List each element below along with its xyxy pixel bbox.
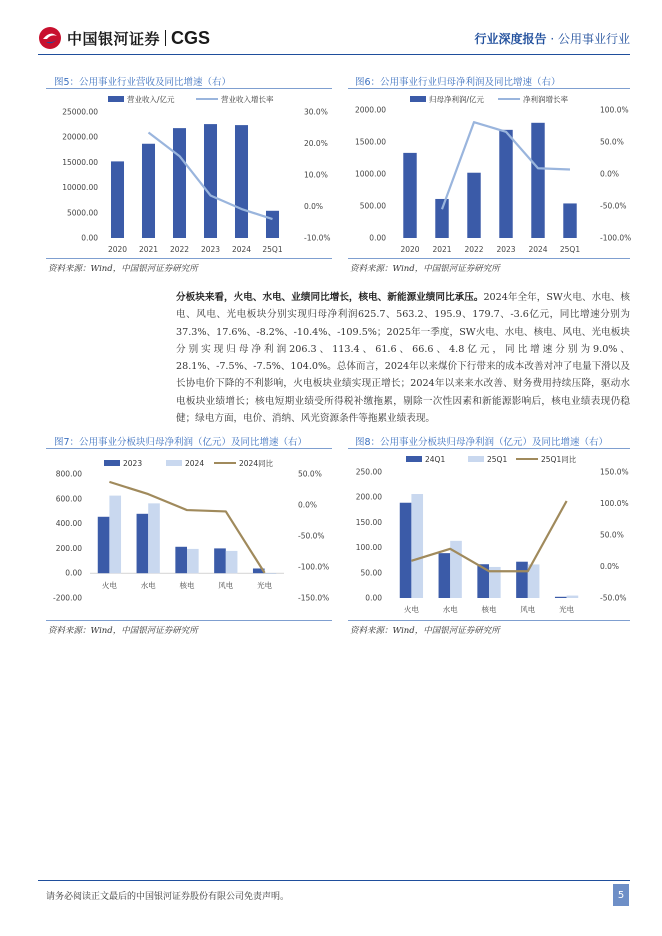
bar-2024: [148, 503, 160, 573]
y-left-tick-label: 100.00: [355, 543, 382, 553]
bar-2024: [187, 549, 199, 573]
x-category-label: 2021: [432, 245, 452, 254]
y-left-tick-label: 25000.00: [62, 107, 98, 117]
logo-divider: [165, 30, 166, 46]
header-divider: [38, 54, 630, 55]
bar-2023: [98, 517, 110, 573]
legend-label: 25Q1同比: [541, 455, 577, 464]
bar-营业收入/亿元: [173, 128, 186, 238]
bar-营业收入/亿元: [111, 161, 124, 238]
x-category-label: 风电: [520, 605, 536, 614]
y-right-tick-label: -150.0%: [298, 593, 330, 603]
x-category-label: 2020: [400, 245, 420, 254]
y-right-tick-label: 50.0%: [600, 137, 624, 147]
fig5-chart: [46, 92, 336, 257]
bar-归母净利润/亿元: [499, 130, 512, 238]
x-category-label: 2023: [200, 245, 221, 254]
brand-logo: [38, 26, 210, 50]
y-right-tick-label: 20.0%: [304, 139, 328, 148]
x-category-label: 光电: [257, 581, 273, 590]
fig5-title-rule: [46, 88, 332, 89]
y-right-tick-label: 0.0%: [304, 202, 324, 211]
fig8-title: 图8：公用事业分板块归母净利润（亿元）及同比增速（右）: [355, 437, 609, 448]
fig7-title: 图7：公用事业分板块归母净利润（亿元）及同比增速（右）: [54, 437, 308, 448]
y-right-tick-label: -10.0%: [304, 233, 331, 243]
y-left-tick-label: 50.00: [360, 568, 382, 578]
bar-2023: [214, 548, 226, 573]
y-left-tick-label: 2000.00: [354, 105, 386, 115]
x-category-label: 水电: [442, 605, 458, 614]
legend-swatch-营业收入/亿元: [108, 96, 124, 102]
y-left-tick-label: 150.00: [355, 517, 382, 527]
x-category-label: 2022: [464, 245, 484, 254]
fig5-bottom-rule: [46, 258, 332, 259]
y-right-tick-label: -50.0%: [600, 201, 627, 211]
y-left-tick-label: 0.00: [65, 568, 82, 578]
y-left-tick-label: 200.00: [55, 543, 82, 553]
x-category-label: 2024: [528, 245, 548, 254]
y-right-tick-label: 10.0%: [304, 170, 328, 180]
y-left-tick-label: 0.00: [81, 233, 98, 243]
cgs-logo-icon: [38, 26, 62, 50]
industry-name: 公用事业行业: [557, 32, 630, 46]
paragraph-body: 2024年全年，SW火电、水电、核电、风电、光电板块分别实现归母净利润625.7、563.2、195.9、179.7、-3.6亿元，同比增速分别为37.3%、17.6%、-8.2%、-10.4%、-109.5%；2025年一季度，SW火电、水电、核电、风电、光电板块分别实现归母净利润206.3、113.4、61.6、66.6、4.8亿元，同比增速分别为9.0%、28.1%、-7.5%、-7.5%、104.0%。总体而言，2024年以来煤价下行带来的成本改善对冲了电量下滑以及长协电价下降的不利影响，火电板块业绩实现正增长；2024年以来来水改善、财务费用持续压降，驱动水电板块业绩增长；核电短期业绩受所得税补缴拖累，剔除一次性因素和新能源影响后，核电业绩表现仍稳健；绿电方面，电价、消纳、风光资源条件等拖累业绩表现。: [176, 292, 630, 425]
x-category-label: 核电: [481, 605, 497, 614]
legend-label: 营业收入增长率: [221, 95, 274, 104]
fig8-chart: [348, 452, 634, 618]
bar-归母净利润/亿元: [435, 199, 448, 238]
fig5-title: 图5：公用事业行业营收及同比增速（右）: [54, 77, 232, 88]
legend-label: 2024: [185, 459, 205, 468]
y-right-tick-label: -50.0%: [600, 593, 627, 603]
bar-归母净利润/亿元: [563, 203, 576, 238]
report-type: 行业深度报告: [474, 32, 547, 46]
legend-label: 25Q1: [487, 455, 508, 464]
x-category-label: 25Q1: [262, 245, 283, 254]
y-left-tick-label: 5000.00: [66, 208, 98, 218]
fig8-bottom-rule: [348, 620, 630, 621]
x-category-label: 火电: [101, 581, 117, 590]
x-category-label: 核电: [179, 581, 195, 590]
y-left-tick-label: -200.00: [53, 593, 82, 603]
legend-label: 净利润增长率: [523, 95, 568, 104]
bar-2023: [175, 547, 187, 573]
bar-24Q1: [516, 562, 528, 598]
bar-归母净利润/亿元: [403, 153, 416, 238]
x-category-label: 2022: [169, 245, 190, 254]
fig7-source: 资料来源：Wind，中国银河证券研究所: [48, 626, 198, 636]
y-left-tick-label: 800.00: [55, 469, 82, 479]
fig6-title-rule: [348, 88, 630, 89]
y-left-tick-label: 200.00: [355, 492, 382, 502]
page-number: 5: [613, 884, 629, 906]
paragraph-lead: 分板块来看，火电、水电、业绩同比增长，核电、新能源业绩同比承压。: [176, 292, 484, 303]
fig6-chart: [348, 92, 634, 257]
fig7-title-rule: [46, 448, 332, 449]
y-left-tick-label: 600.00: [55, 494, 82, 504]
legend-swatch-2023: [104, 460, 120, 466]
legend-label: 2024同比: [239, 459, 274, 468]
legend-swatch-25Q1: [468, 456, 484, 462]
x-category-label: 水电: [140, 581, 156, 590]
legend-label: 24Q1: [425, 455, 446, 464]
bar-2023: [137, 514, 149, 573]
bar-2024: [109, 496, 121, 574]
y-right-tick-label: -100.0%: [600, 233, 632, 243]
y-right-tick-label: 0.0%: [298, 500, 318, 510]
y-right-tick-label: 50.0%: [298, 469, 322, 479]
legend-swatch-24Q1: [406, 456, 422, 462]
fig8-source: 资料来源：Wind，中国银河证券研究所: [350, 626, 500, 636]
x-category-label: 2020: [107, 245, 128, 254]
x-category-label: 火电: [403, 605, 419, 614]
y-right-tick-label: 0.0%: [600, 562, 620, 571]
analysis-paragraph: [176, 289, 630, 427]
y-right-tick-label: 30.0%: [304, 107, 328, 117]
y-left-tick-label: 10000.00: [62, 183, 98, 193]
footer-divider: [38, 880, 630, 881]
x-category-label: 风电: [218, 581, 234, 590]
fig6-bottom-rule: [348, 258, 630, 259]
y-left-tick-label: 1500.00: [354, 137, 386, 147]
bar-25Q1: [567, 596, 579, 598]
fig5-source: 资料来源：Wind，中国银河证券研究所: [48, 264, 198, 274]
series-line-25Q1同比: [411, 501, 566, 571]
bar-24Q1: [439, 553, 451, 598]
bar-归母净利润/亿元: [467, 173, 480, 238]
y-right-tick-label: -50.0%: [298, 531, 325, 541]
bar-24Q1: [555, 597, 567, 598]
footer-disclaimer: 请务必阅读正文最后的中国银河证券股份有限公司免责声明。: [46, 892, 290, 902]
bar-25Q1: [411, 494, 423, 598]
y-left-tick-label: 500.00: [359, 201, 386, 211]
y-left-tick-label: 15000.00: [62, 157, 98, 167]
y-right-tick-label: 150.0%: [600, 467, 629, 477]
legend-label: 2023: [123, 459, 143, 468]
bar-营业收入/亿元: [204, 124, 217, 238]
x-category-label: 2023: [496, 245, 516, 254]
y-left-tick-label: 0.00: [365, 593, 382, 603]
header-report-label: [474, 30, 630, 47]
fig6-title: 图6：公用事业行业归母净利润及同比增速（右）: [355, 77, 561, 88]
logo-english-name: CGS: [171, 27, 211, 48]
y-right-tick-label: -100.0%: [298, 562, 330, 572]
bar-24Q1: [400, 503, 412, 598]
y-right-tick-label: 50.0%: [600, 530, 624, 540]
bar-归母净利润/亿元: [531, 123, 544, 238]
legend-label: 营业收入/亿元: [127, 95, 175, 104]
legend-label: 归母净利润/亿元: [429, 95, 485, 104]
y-right-tick-label: 100.0%: [600, 105, 629, 115]
bar-营业收入/亿元: [235, 125, 248, 238]
fig7-bottom-rule: [46, 620, 332, 621]
x-category-label: 2021: [138, 245, 159, 254]
y-left-tick-label: 20000.00: [62, 132, 98, 142]
y-left-tick-label: 1000.00: [354, 169, 386, 179]
bar-2024: [226, 551, 238, 573]
fig6-source: 资料来源：Wind，中国银河证券研究所: [350, 264, 500, 274]
bar-2024: [265, 573, 277, 574]
y-left-tick-label: 0.00: [369, 233, 386, 243]
fig7-chart: [46, 452, 336, 618]
header-separator: ·: [550, 32, 555, 46]
legend-swatch-2024: [166, 460, 182, 466]
x-category-label: 25Q1: [559, 245, 581, 254]
legend-swatch-归母净利润/亿元: [410, 96, 426, 102]
bar-营业收入/亿元: [142, 144, 155, 238]
logo-chinese-name: 中国银河证券: [67, 29, 161, 48]
y-right-tick-label: 100.0%: [600, 499, 629, 508]
bar-营业收入/亿元: [266, 211, 279, 238]
x-category-label: 2024: [231, 245, 252, 254]
y-left-tick-label: 250.00: [355, 467, 382, 477]
y-left-tick-label: 400.00: [55, 519, 82, 529]
fig8-title-rule: [348, 448, 630, 449]
y-right-tick-label: 0.0%: [600, 169, 620, 179]
x-category-label: 光电: [559, 605, 575, 614]
